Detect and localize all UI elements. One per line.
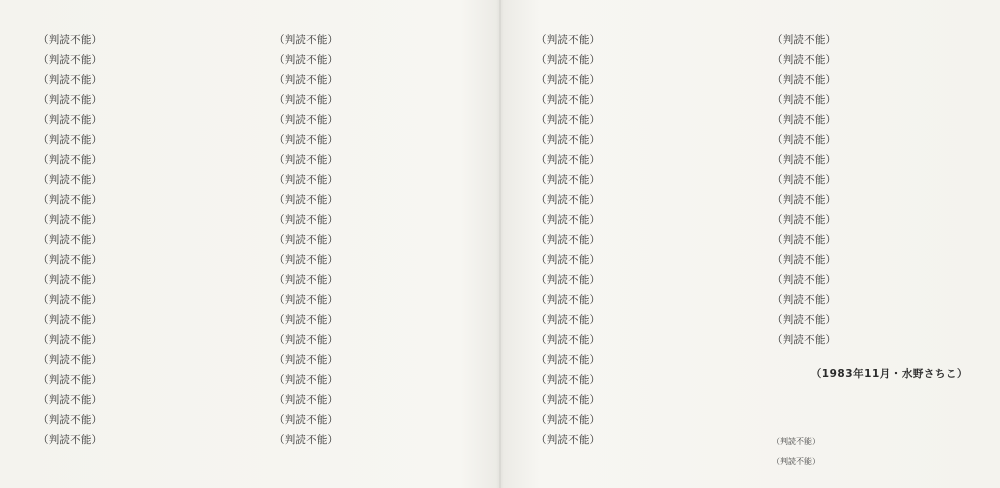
text-line: （判読不能） xyxy=(274,334,339,346)
text-line: （判読不能） xyxy=(38,74,103,86)
text-line: （判読不能） xyxy=(536,94,601,106)
text-line: （判読不能） xyxy=(536,254,601,266)
text-line: （判読不能） xyxy=(274,354,339,366)
page-spine xyxy=(499,0,501,488)
text-line: （判読不能） xyxy=(38,274,103,286)
text-line: （判読不能） xyxy=(772,194,837,206)
text-line: （判読不能） xyxy=(274,94,339,106)
text-line: （判読不能） xyxy=(772,274,837,286)
text-line: （判読不能） xyxy=(772,254,837,266)
text-line: （判読不能） xyxy=(274,34,339,46)
author-signature: （1983年11月・水野さちこ） xyxy=(810,368,968,380)
text-line: （判読不能） xyxy=(536,394,601,406)
text-line: （判読不能） xyxy=(38,434,103,446)
text-line: （判読不能） xyxy=(274,314,339,326)
text-line: （判読不能） xyxy=(274,294,339,306)
text-line: （判読不能） xyxy=(536,434,601,446)
text-line: （判読不能） xyxy=(274,234,339,246)
text-column-4 xyxy=(772,30,968,460)
text-line: （判読不能） xyxy=(772,74,837,86)
text-line: （判読不能） xyxy=(274,54,339,66)
text-column-2 xyxy=(274,30,470,460)
text-line: （判読不能） xyxy=(772,214,837,226)
text-line: （判読不能） xyxy=(38,394,103,406)
text-line: （判読不能） xyxy=(274,174,339,186)
text-line: （判読不能） xyxy=(772,114,837,126)
text-line: （判読不能） xyxy=(536,154,601,166)
right-page xyxy=(536,30,968,460)
text-line: （判読不能） xyxy=(772,174,837,186)
text-line: （判読不能） xyxy=(38,254,103,266)
text-line: （判読不能） xyxy=(536,334,601,346)
text-line: （判読不能） xyxy=(536,174,601,186)
text-line: （判読不能） xyxy=(536,34,601,46)
text-line: （判読不能） xyxy=(38,234,103,246)
text-line: （判読不能） xyxy=(536,214,601,226)
text-line: （判読不能） xyxy=(38,214,103,226)
text-line: （判読不能） xyxy=(772,314,837,326)
text-line: （判読不能） xyxy=(274,434,339,446)
text-line: （判読不能） xyxy=(536,54,601,66)
text-line: （判読不能） xyxy=(536,274,601,286)
text-line: （判読不能） xyxy=(274,134,339,146)
text-line: （判読不能） xyxy=(274,214,339,226)
text-line: （判読不能） xyxy=(536,114,601,126)
text-line: （判読不能） xyxy=(38,134,103,146)
text-line: （判読不能） xyxy=(38,154,103,166)
text-line: （判読不能） xyxy=(772,294,837,306)
text-line: （判読不能） xyxy=(772,134,837,146)
text-line: （判読不能） xyxy=(536,374,601,386)
text-line: （判読不能） xyxy=(274,194,339,206)
text-line: （判読不能） xyxy=(536,234,601,246)
footnote-line: （判読不能） xyxy=(772,457,820,466)
text-line: （判読不能） xyxy=(38,114,103,126)
text-line: （判読不能） xyxy=(536,314,601,326)
text-line: （判読不能） xyxy=(274,274,339,286)
text-line: （判読不能） xyxy=(772,54,837,66)
text-line: （判読不能） xyxy=(772,234,837,246)
text-line: （判読不能） xyxy=(38,194,103,206)
text-line: （判読不能） xyxy=(274,394,339,406)
text-line: （判読不能） xyxy=(772,334,837,346)
footnote-line: （判読不能） xyxy=(772,437,820,446)
text-line: （判読不能） xyxy=(38,334,103,346)
text-line: （判読不能） xyxy=(38,174,103,186)
text-line: （判読不能） xyxy=(536,194,601,206)
text-line: （判読不能） xyxy=(274,114,339,126)
text-line: （判読不能） xyxy=(536,414,601,426)
text-line: （判読不能） xyxy=(274,374,339,386)
text-line: （判読不能） xyxy=(38,34,103,46)
text-line: （判読不能） xyxy=(274,254,339,266)
text-line: （判読不能） xyxy=(274,414,339,426)
text-line: （判読不能） xyxy=(38,94,103,106)
text-line: （判読不能） xyxy=(536,354,601,366)
text-column-3 xyxy=(536,30,732,460)
text-line: （判読不能） xyxy=(274,74,339,86)
text-line: （判読不能） xyxy=(536,294,601,306)
text-line: （判読不能） xyxy=(772,154,837,166)
footnote xyxy=(772,435,972,475)
text-line: （判読不能） xyxy=(536,134,601,146)
text-line: （判読不能） xyxy=(38,294,103,306)
left-page xyxy=(38,30,470,460)
text-line: （判読不能） xyxy=(38,374,103,386)
text-line: （判読不能） xyxy=(772,34,837,46)
text-line: （判読不能） xyxy=(38,414,103,426)
text-line: （判読不能） xyxy=(38,354,103,366)
text-column-1 xyxy=(38,30,234,460)
text-line: （判読不能） xyxy=(274,154,339,166)
text-line: （判読不能） xyxy=(38,314,103,326)
text-line: （判読不能） xyxy=(38,54,103,66)
text-line: （判読不能） xyxy=(772,94,837,106)
column-4-lines xyxy=(772,30,968,350)
text-line: （判読不能） xyxy=(536,74,601,86)
